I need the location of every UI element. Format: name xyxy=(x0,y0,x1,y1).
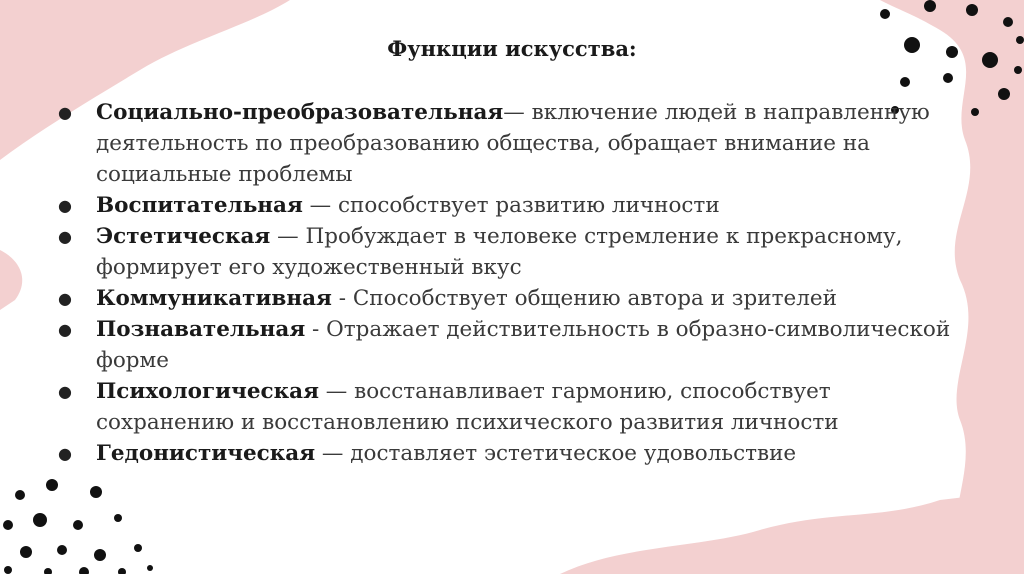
pink-brush-bottom xyxy=(560,490,1024,574)
item-description: — доставляет эстетическое удовольствие xyxy=(315,441,797,466)
list-item xyxy=(58,376,958,438)
item-term: Социально-преобразовательная xyxy=(96,100,504,125)
list-item xyxy=(58,283,958,314)
dots-bottom-left xyxy=(3,479,153,574)
bullet-icon: ● xyxy=(58,227,72,246)
bullet-icon: ● xyxy=(58,196,72,215)
bullet-icon: ● xyxy=(58,103,72,122)
list-item xyxy=(58,314,958,376)
item-description: - Способствует общению автора и зрителей xyxy=(331,286,837,311)
item-term: Познавательная xyxy=(96,317,306,342)
bullet-icon: ● xyxy=(58,382,72,401)
list-item xyxy=(58,190,958,221)
item-term: Воспитательная xyxy=(96,193,303,218)
functions-list xyxy=(58,97,958,469)
item-description: — способствует развитию личности xyxy=(302,193,720,218)
item-term: Эстетическая xyxy=(96,224,271,249)
bullet-icon: ● xyxy=(58,289,72,308)
item-term: Психологическая xyxy=(96,379,319,404)
item-description: — восстанавливает гармонию, способствует сохранению и восстановлению психического развития личности xyxy=(96,379,839,435)
slide-title: Функции искусства: xyxy=(387,36,637,61)
pink-brush-left-mid xyxy=(0,250,22,310)
list-item xyxy=(58,97,958,190)
item-term: Гедонистическая xyxy=(96,441,316,466)
bullet-icon: ● xyxy=(58,320,72,339)
list-item xyxy=(58,221,958,283)
item-description: - Отражает действительность в образно-символической форме xyxy=(96,317,951,373)
item-description: — Пробуждает в человеке стремление к прекрасному, формирует его художественный вкус xyxy=(96,224,903,280)
list-item xyxy=(58,438,958,469)
bullet-icon: ● xyxy=(58,444,72,463)
item-term: Коммуникативная xyxy=(96,286,332,311)
item-description: — включение людей в направленную деятельность по преобразованию общества, обращает внимание на социальные проблемы xyxy=(96,100,930,187)
